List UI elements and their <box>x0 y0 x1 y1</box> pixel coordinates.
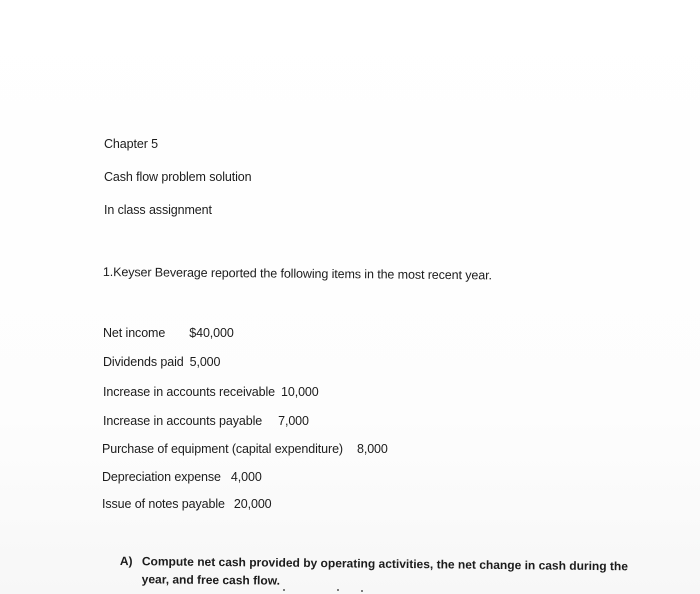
question-text: Compute net cash provided by operating activities, the net change in cash during the year, and free cash flow. <box>141 554 629 588</box>
item-row-depreciation <box>102 470 262 484</box>
item-value: $40,000 <box>189 326 234 340</box>
item-label: Increase in accounts receivable <box>103 385 275 399</box>
item-label: Depreciation expense <box>102 470 221 484</box>
item-row-accounts-payable <box>103 414 309 428</box>
item-label: Net income <box>103 326 166 340</box>
item-row-notes-payable <box>102 497 272 511</box>
item-label: Issue of notes payable <box>102 497 225 511</box>
item-label: Purchase of equipment (capital expenditure) <box>102 442 343 456</box>
item-row-net-income <box>103 326 234 340</box>
item-row-accounts-receivable <box>103 385 319 399</box>
item-label: Increase in accounts payable <box>103 414 263 428</box>
item-value: 7,000 <box>278 414 309 428</box>
scan-speck <box>337 589 339 591</box>
item-value: 8,000 <box>356 442 388 456</box>
problem-statement: 1.Keyser Beverage reported the following items in the most recent year. <box>102 265 492 283</box>
scan-speck <box>361 590 363 592</box>
assignment-label: In class assignment <box>104 203 212 217</box>
item-value: 5,000 <box>189 355 221 369</box>
question-a <box>119 552 640 588</box>
scan-speck <box>283 589 285 591</box>
question-label: A) <box>119 553 133 569</box>
item-label: Dividends paid <box>103 355 184 369</box>
item-value: 10,000 <box>281 385 319 399</box>
document-subtitle: Cash flow problem solution <box>104 170 252 184</box>
chapter-heading: Chapter 5 <box>104 137 158 151</box>
item-value: 20,000 <box>233 497 272 511</box>
item-row-dividends-paid <box>103 355 220 369</box>
item-row-purchase-equipment <box>102 442 388 456</box>
item-value: 4,000 <box>230 470 262 484</box>
